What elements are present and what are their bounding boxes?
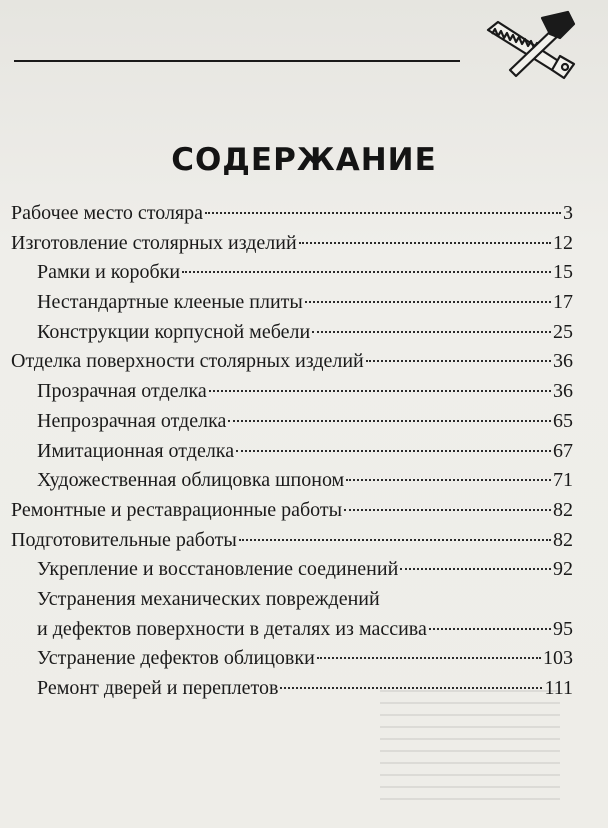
dot-leader: [236, 450, 551, 452]
toc-entry-label: Рабочее место столяра: [11, 202, 204, 224]
toc-entry: [11, 407, 573, 437]
toc-entry-page-number: 36: [553, 350, 573, 373]
header-rule: [14, 60, 460, 62]
dot-leader: [400, 568, 551, 570]
hammer-and-saw-icon: [470, 8, 580, 80]
toc-entry-page-number: 17: [553, 291, 573, 314]
toc-entry: [11, 199, 573, 229]
toc-entry: [11, 437, 573, 467]
toc-entry: [11, 318, 573, 348]
toc-entry-label: Рамки и коробки: [37, 261, 181, 284]
dot-leader: [228, 420, 551, 422]
page-title: СОДЕРЖАНИЕ: [171, 142, 437, 178]
dot-leader: [312, 331, 551, 333]
toc-entry-label: Непрозрачная отделка: [37, 409, 227, 432]
toc-entry-label: Устранение дефектов облицовки: [37, 647, 315, 670]
dot-leader: [205, 212, 561, 214]
toc-entry-page-number: 12: [553, 231, 573, 254]
toc-entry-page-number: 111: [544, 677, 573, 699]
toc-entry-label: Конструкции корпусной мебели: [37, 320, 311, 343]
toc-entry: [11, 555, 573, 585]
dot-leader: [317, 657, 541, 659]
dot-leader: [299, 242, 551, 244]
toc-entry-page-number: 25: [553, 320, 573, 343]
toc-entry-label: Художественная облицовка шпоном: [37, 469, 345, 492]
dot-leader: [239, 539, 551, 541]
toc-entry-page-number: 92: [553, 558, 573, 581]
show-through-text: [380, 690, 560, 810]
toc-entry-page-number: 15: [553, 261, 573, 284]
toc-entry-page-number: 3: [563, 202, 573, 224]
toc-entry-page-number: 95: [553, 617, 573, 640]
toc-entry-page-number: 71: [553, 469, 573, 492]
toc-entry: [11, 496, 573, 526]
toc-entry: [11, 377, 573, 407]
dot-leader: [429, 628, 551, 630]
dot-leader: [366, 360, 551, 362]
toc-entry-label: Прозрачная отделка: [37, 380, 207, 403]
toc-entry-page-number: 36: [553, 380, 573, 403]
toc-entry-label: Устранения механических повреждений: [37, 587, 380, 610]
toc-entry-label: Изготовление столярных изделий: [11, 231, 297, 254]
toc-entry: [11, 229, 573, 259]
toc-entry: [11, 526, 573, 556]
toc-entry-label: и дефектов поверхности в деталях из массива: [37, 617, 427, 640]
dot-leader: [280, 687, 542, 689]
dot-leader: [305, 301, 551, 303]
toc-entry-label: Укрепление и восстановление соединений: [37, 558, 399, 581]
table-of-contents: [11, 199, 573, 704]
dot-leader: [182, 271, 551, 273]
toc-entry: [11, 644, 573, 674]
toc-entry-page-number: 67: [553, 439, 573, 462]
toc-entry: [11, 466, 573, 496]
toc-entry-label: Имитационная отделка: [37, 439, 235, 462]
toc-entry: [11, 258, 573, 288]
toc-entry-label: Нестандартные клееные плиты: [37, 291, 303, 314]
toc-entry-page-number: 103: [543, 647, 573, 670]
dot-leader: [209, 390, 551, 392]
toc-entry-page-number: 65: [553, 409, 573, 432]
toc-entry: [11, 615, 573, 645]
toc-entry-label: Подготовительные работы: [11, 528, 237, 551]
dot-leader: [344, 509, 551, 511]
toc-entry-page-number: 82: [553, 528, 573, 551]
dot-leader: [346, 479, 551, 481]
toc-entry: [11, 585, 573, 615]
toc-entry-page-number: 82: [553, 498, 573, 521]
toc-entry: [11, 347, 573, 377]
toc-entry-label: Отделка поверхности столярных изделий: [11, 350, 364, 373]
toc-entry-label: Ремонт дверей и переплетов: [37, 677, 279, 699]
toc-entry: [11, 288, 573, 318]
toc-entry-label: Ремонтные и реставрационные работы: [11, 498, 343, 521]
